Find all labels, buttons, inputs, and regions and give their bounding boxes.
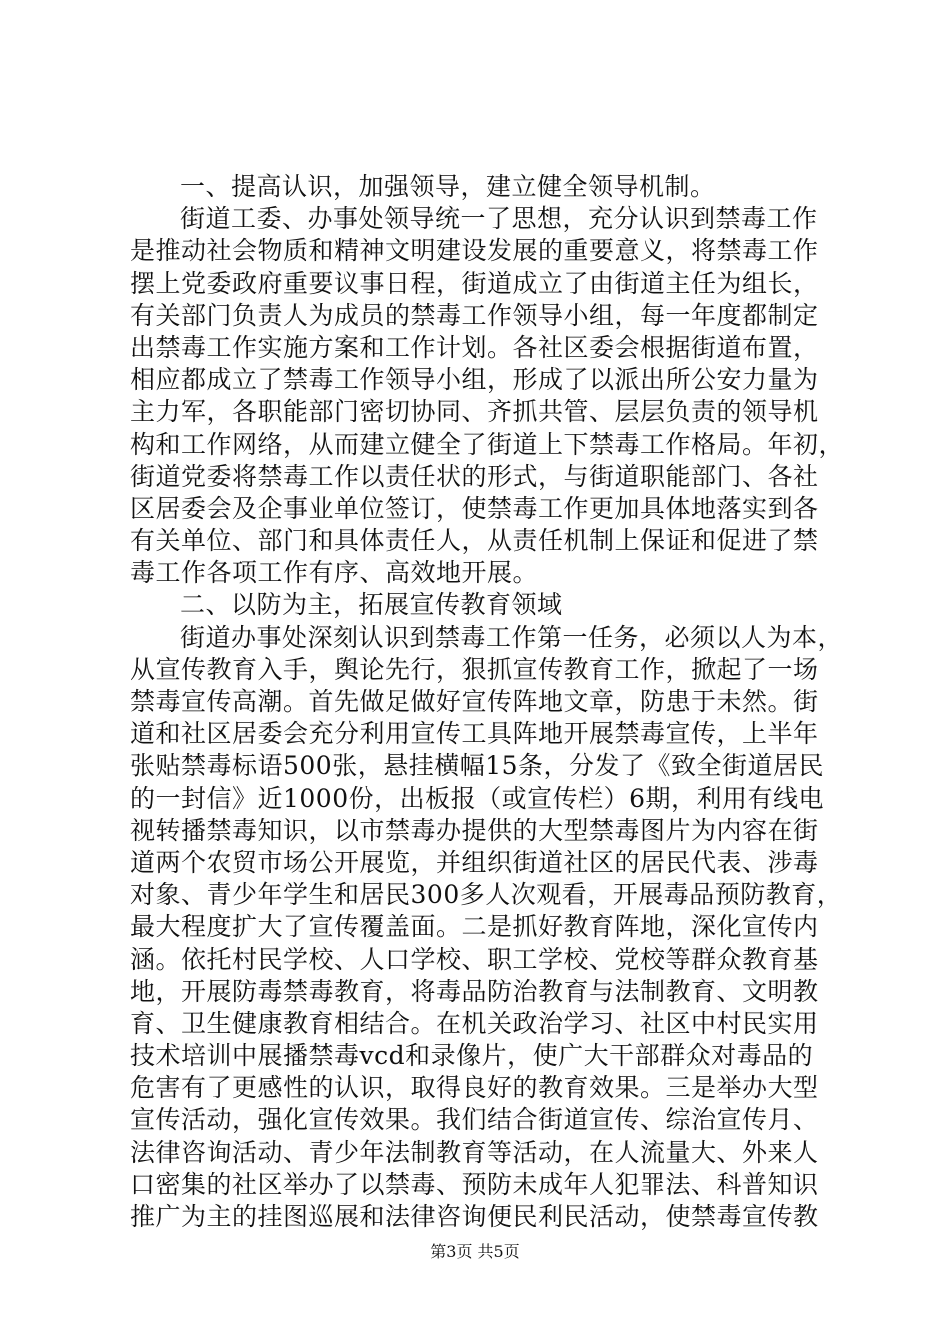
paragraph-line: 摆上党委政府重要议事日程，街道成立了由街道主任为组长， — [130, 268, 819, 298]
paragraph-line: 张贴禁毒标语500张，悬挂横幅15条，分发了《致全街道居民 — [130, 751, 825, 781]
paragraph-line: 有关部门负责人为成员的禁毒工作领导小组，每一年度都制定 — [130, 300, 819, 330]
heading-2: 二、以防为主，拓展宣传教育领域 — [180, 590, 563, 620]
paragraph-line: 地，开展防毒禁毒教育，将毒品防治教育与法制教育、文明教 — [130, 976, 819, 1006]
paragraph-line: 育、卫生健康教育相结合。在机关政治学习、社区中村民实用 — [130, 1008, 819, 1038]
document-body — [130, 171, 845, 1233]
paragraph-line: 危害有了更感性的认识，取得良好的教育效果。三是举办大型 — [130, 1073, 819, 1103]
paragraph-line: 视转播禁毒知识，以市禁毒办提供的大型禁毒图片为内容在街 — [130, 815, 819, 845]
paragraph-line: 构和工作网络，从而建立健全了街道上下禁毒工作格局。年初， — [130, 429, 845, 459]
paragraph-line: 对象、青少年学生和居民300多人次观看，开展毒品预防教育， — [130, 880, 843, 910]
paragraph-line: 街道办事处深刻认识到禁毒工作第一任务，必须以人为本， — [180, 622, 844, 652]
paragraph-line: 有关单位、部门和具体责任人，从责任机制上保证和促进了禁 — [130, 526, 819, 556]
paragraph-line: 相应都成立了禁毒工作领导小组，形成了以派出所公安力量为 — [130, 365, 819, 395]
page-number-footer: 第3页 共5页 — [430, 1242, 520, 1261]
heading-1: 一、提高认识，加强领导，建立健全领导机制。 — [180, 172, 716, 201]
paragraph-line: 技术培训中展播禁毒vcd和录像片，使广大干部群众对毒品的 — [130, 1041, 814, 1071]
paragraph-line: 的一封信》近1000份，出板报（或宣传栏）6期，利用有线电 — [130, 783, 825, 813]
paragraph-line: 毒工作各项工作有序、高效地开展。 — [130, 558, 539, 588]
paragraph-line: 主力军，各职能部门密切协同、齐抓共管、层层负责的领导机 — [130, 397, 819, 427]
paragraph-line: 宣传活动，强化宣传效果。我们结合街道宣传、综治宣传月、 — [130, 1105, 819, 1135]
paragraph-line: 从宣传教育入手，舆论先行，狠抓宣传教育工作，掀起了一场 — [130, 654, 819, 684]
paragraph-line: 出禁毒工作实施方案和工作计划。各社区委会根据街道布置， — [130, 332, 819, 362]
paragraph-line: 法律咨询活动、青少年法制教育等活动，在人流量大、外来人 — [130, 1137, 819, 1167]
paragraph-line: 是推动社会物质和精神文明建设发展的重要意义，将禁毒工作 — [130, 236, 819, 266]
paragraph-line: 街道党委将禁毒工作以责任状的形式，与街道职能部门、各社 — [130, 461, 819, 491]
paragraph-line: 最大程度扩大了宣传覆盖面。二是抓好教育阵地，深化宣传内 — [130, 912, 819, 942]
paragraph-line: 推广为主的挂图巡展和法律咨询便民利民活动，使禁毒宣传教 — [130, 1202, 819, 1231]
paragraph-line: 涵。依托村民学校、人口学校、职工学校、党校等群众教育基 — [130, 944, 819, 974]
paragraph-line: 街道工委、办事处领导统一了思想，充分认识到禁毒工作 — [180, 204, 818, 234]
paragraph-line: 区居委会及企事业单位签订，使禁毒工作更加具体地落实到各 — [130, 493, 819, 523]
paragraph-line: 禁毒宣传高潮。首先做足做好宣传阵地文章，防患于未然。街 — [130, 687, 819, 716]
paragraph-line: 口密集的社区举办了以禁毒、预防未成年人犯罪法、科普知识 — [130, 1169, 819, 1199]
paragraph-line: 道和社区居委会充分利用宣传工具阵地开展禁毒宣传，上半年 — [130, 719, 819, 749]
paragraph-line: 道两个农贸市场公开展览，并组织街道社区的居民代表、涉毒 — [130, 847, 819, 877]
